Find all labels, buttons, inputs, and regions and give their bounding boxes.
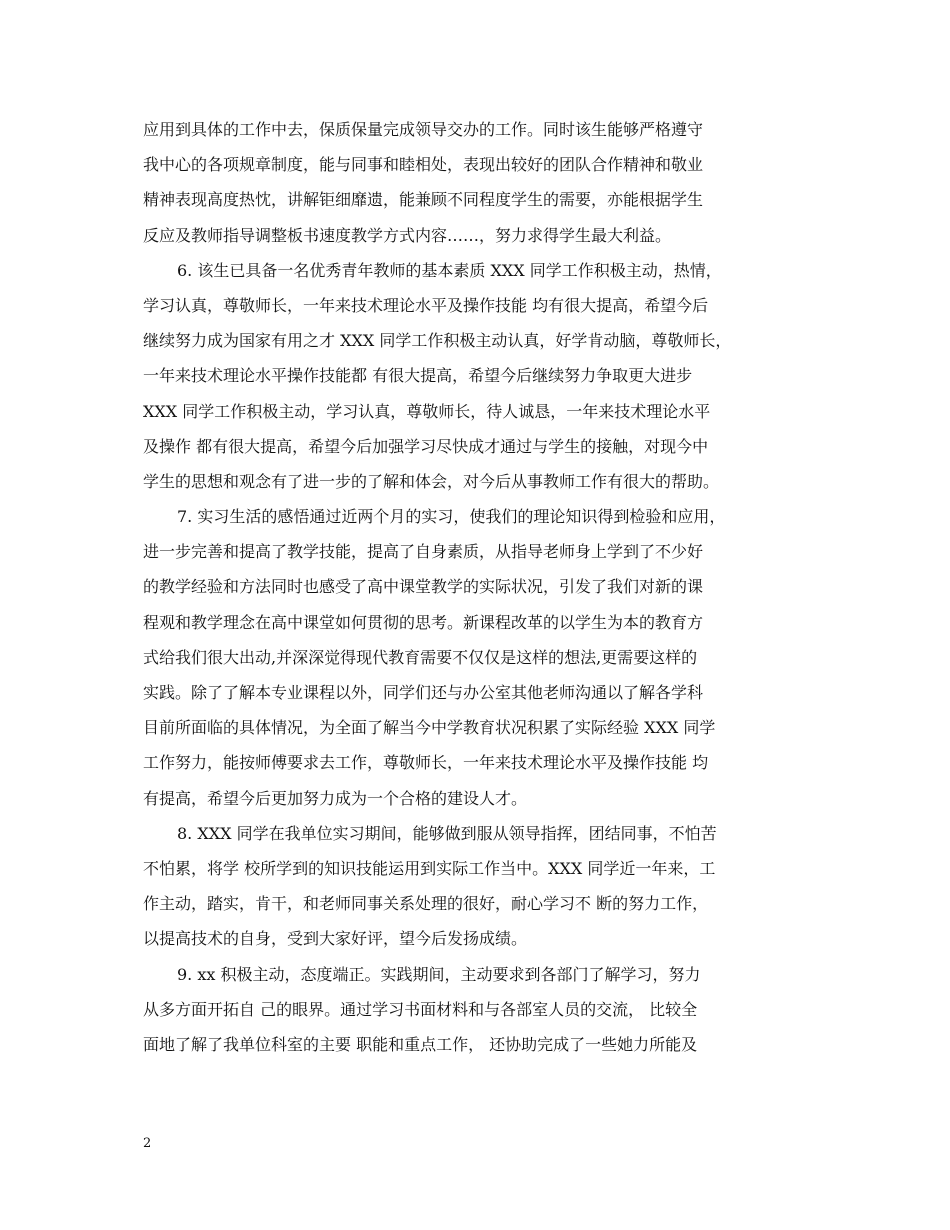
text-line: 目前所面临的具体情况，为全面了解当今中学教育状况积累了实际经验 XXX 同学 bbox=[143, 718, 716, 738]
text-line: 及操作 都有很大提高，希望今后加强学习尽快成才通过与学生的接触，对现今中 bbox=[143, 436, 709, 456]
text-line: 应用到具体的工作中去，保质保量完成领导交办的工作。同时该生能够严格遵守 bbox=[143, 120, 704, 139]
text-line: 以提高技术的自身，受到大家好评，望今后发扬成绩。 bbox=[143, 929, 528, 949]
text-line: 实践。除了了解本专业课程以外，同学们还与办公室其他老师沟通以了解各学科 bbox=[143, 683, 704, 702]
text-line: 进一步完善和提高了教学技能，提高了自身素质，从指导老师身上学到了不少好 bbox=[143, 542, 704, 562]
text-line: 我中心的各项规章制度，能与同事和睦相处，表现出较好的团队合作精神和敬业 bbox=[143, 155, 704, 175]
text-line: 7. 实习生活的感悟通过近两个月的实习，使我们的理论知识得到检验和应用， bbox=[177, 507, 726, 527]
text-line: 程观和教学理念在高中课堂如何贯彻的思考。新课程改革的以学生为本的教育方 bbox=[143, 612, 704, 632]
paragraph-8 bbox=[143, 816, 823, 957]
text-line: 面地了解了我单位科室的主要 职能和重点工作， 还协助完成了一些她力所能及 bbox=[143, 1034, 698, 1054]
paragraph-continued bbox=[143, 112, 823, 253]
page-number: 2 bbox=[143, 1136, 152, 1151]
text-line: 作主动，踏实，肯干，和老师同事关系处理的很好，耐心学习不 断的努力工作， bbox=[143, 894, 709, 914]
text-line: 的教学经验和方法同时也感受了高中课堂教学的实际状况，引发了我们对新的课 bbox=[143, 577, 704, 597]
paragraph-7 bbox=[143, 499, 823, 816]
text-line: 从多方面开拓自 己的眼界。通过学习书面材料和与各部室人员的交流， 比较全 bbox=[143, 999, 698, 1019]
text-line: XXX 同学工作积极主动，学习认真，尊敬师长，待人诚恳，一年来技术理论水平 bbox=[143, 401, 711, 421]
text-line: 工作努力，能按师傅要求去工作，尊敬师长，一年来技术理论水平及操作技能 均 bbox=[143, 753, 709, 773]
text-line: 有提高，希望今后更加努力成为一个合格的建设人才。 bbox=[143, 788, 528, 808]
text-line: 式给我们很大出动,并深深觉得现代教育需要不仅仅是这样的想法,更需要这样的 bbox=[143, 647, 698, 667]
text-line: 学生的思想和观念有了进一步的了解和体会，对今后从事教师工作有很大的帮助。 bbox=[143, 471, 720, 491]
text-line: 精神表现高度热忱，讲解钜细靡遗，能兼顾不同程度学生的需要，亦能根据学生 bbox=[143, 190, 704, 210]
paragraph-6 bbox=[143, 253, 823, 499]
text-line: 6. 该生已具备一名优秀青年教师的基本素质 XXX 同学工作积极主动，热情， bbox=[177, 260, 722, 280]
paragraph-9 bbox=[143, 957, 823, 1063]
text-line: 继续努力成为国家有用之才 XXX 同学工作积极主动认真，好学肯动脑，尊敬师长， bbox=[143, 331, 732, 351]
text-line: 9. xx 积极主动，态度端正。实践期间，主动要求到各部门了解学习，努力 bbox=[177, 964, 701, 984]
text-line: 不怕累，将学 校所学到的知识技能运用到实际工作当中。XXX 同学近一年来，工 bbox=[143, 858, 716, 878]
document-body bbox=[143, 112, 823, 1062]
text-line: 学习认真，尊敬师长，一年来技术理论水平及操作技能 均有很大提高，希望今后 bbox=[143, 295, 709, 315]
text-line: 反应及教师指导调整板书速度教学方式内容……，努力求得学生最大利益。 bbox=[143, 225, 672, 245]
text-line: 8. XXX 同学在我单位实习期间，能够做到服从领导指挥，团结同事，不怕苦 bbox=[177, 823, 717, 843]
text-line: 一年来技术理论水平操作技能都 有很大提高，希望今后继续努力争取更大进步 bbox=[143, 366, 693, 386]
